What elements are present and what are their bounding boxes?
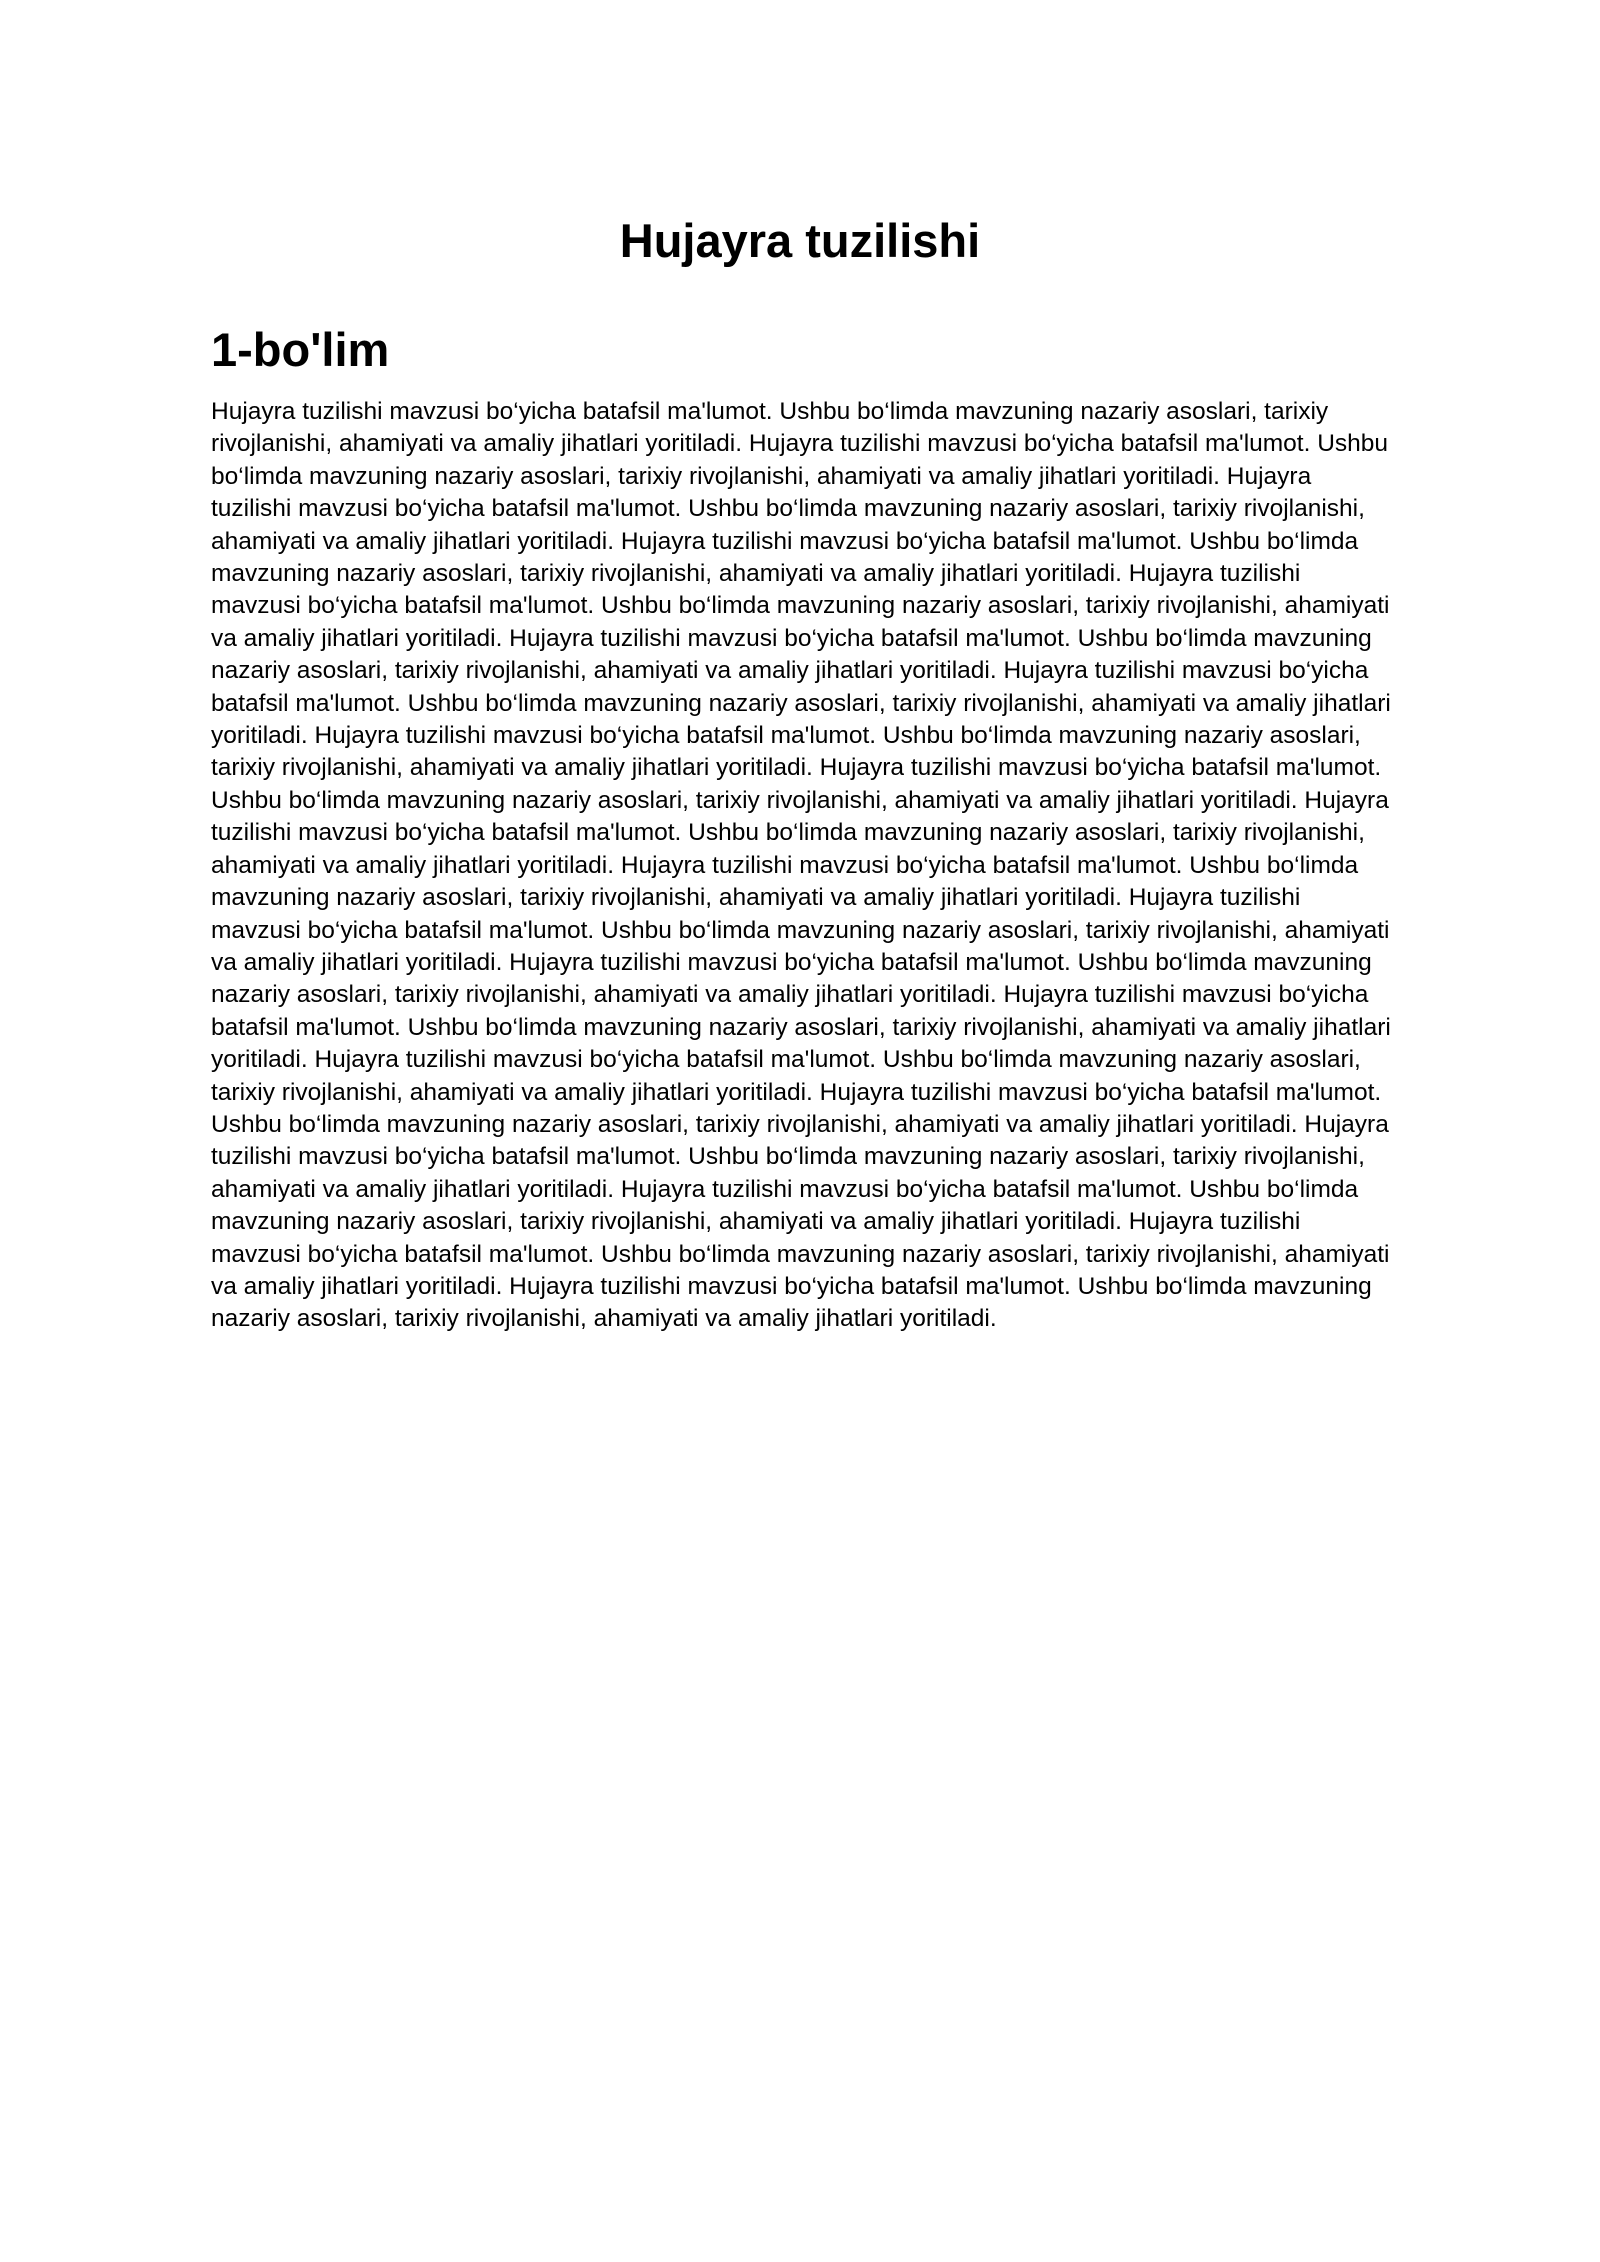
body-paragraph: Hujayra tuzilishi mavzusi bo‘yicha batafsil ma'lumot. Ushbu bo‘limda mavzuning nazariy asoslari, tarixiy rivojlanishi, ahamiyati va amaliy jihatlari yoritiladi. Hujayra tuzilishi mavzusi bo‘yicha batafsil ma'lumot. Ushbu bo‘limda mavzuning nazariy asoslari, tarixiy rivojlanishi, ahamiyati va amaliy jihatlari yoritiladi. Hujayra tuzilishi mavzusi bo‘yicha batafsil ma'lumot. Ushbu bo‘limda mavzuning nazariy asoslari, tarixiy rivojlanishi, ahamiyati va amaliy jihatlari yoritiladi. Hujayra tuzilishi mavzusi bo‘yicha batafsil ma'lumot. Ushbu bo‘limda mavzuning nazariy asoslari, tarixiy rivojlanishi, ahamiyati va amaliy jihatlari yoritiladi. Hujayra tuzilishi mavzusi bo‘yicha batafsil ma'lumot. Ushbu bo‘limda mavzuning nazariy asoslari, tarixiy rivojlanishi, ahamiyati va amaliy jihatlari yoritiladi. Hujayra tuzilishi mavzusi bo‘yicha batafsil ma'lumot. Ushbu bo‘limda mavzuning nazariy asoslari, tarixiy rivojlanishi, ahamiyati va amaliy jihatlari yoritiladi. Hujayra tuzilishi mavzusi bo‘yicha batafsil ma'lumot. Ushbu bo‘limda mavzuning nazariy asoslari, tarixiy rivojlanishi, ahamiyati va amaliy jihatlari yoritiladi. Hujayra tuzilishi mavzusi bo‘yicha batafsil ma'lumot. Ushbu bo‘limda mavzuning nazariy asoslari, tarixiy rivojlanishi, ahamiyati va amaliy jihatlari yoritiladi. Hujayra tuzilishi mavzusi bo‘yicha batafsil ma'lumot. Ushbu bo‘limda mavzuning nazariy asoslari, tarixiy rivojlanishi, ahamiyati va amaliy jihatlari yoritiladi. Hujayra tuzilishi mavzusi bo‘yicha batafsil ma'lumot. Ushbu bo‘limda mavzuning nazariy asoslari, tarixiy rivojlanishi, ahamiyati va amaliy jihatlari yoritiladi. Hujayra tuzilishi mavzusi bo‘yicha batafsil ma'lumot. Ushbu bo‘limda mavzuning nazariy asoslari, tarixiy rivojlanishi, ahamiyati va amaliy jihatlari yoritiladi. Hujayra tuzilishi mavzusi bo‘yicha batafsil ma'lumot. Ushbu bo‘limda mavzuning nazariy asoslari, tarixiy rivojlanishi, ahamiyati va amaliy jihatlari yoritiladi. Hujayra tuzilishi mavzusi bo‘yicha batafsil ma'lumot. Ushbu bo‘limda mavzuning nazariy asoslari, tarixiy rivojlanishi, ahamiyati va amaliy jihatlari yoritiladi. Hujayra tuzilishi mavzusi bo‘yicha batafsil ma'lumot. Ushbu bo‘limda mavzuning nazariy asoslari, tarixiy rivojlanishi, ahamiyati va amaliy jihatlari yoritiladi. Hujayra tuzilishi mavzusi bo‘yicha batafsil ma'lumot. Ushbu bo‘limda mavzuning nazariy asoslari, tarixiy rivojlanishi, ahamiyati va amaliy jihatlari yoritiladi. Hujayra tuzilishi mavzusi bo‘yicha batafsil ma'lumot. Ushbu bo‘limda mavzuning nazariy asoslari, tarixiy rivojlanishi, ahamiyati va amaliy jihatlari yoritiladi. Hujayra tuzilishi mavzusi bo‘yicha batafsil ma'lumot. Ushbu bo‘limda mavzuning nazariy asoslari, tarixiy rivojlanishi, ahamiyati va amaliy jihatlari yoritiladi. Hujayra tuzilishi mavzusi bo‘yicha batafsil ma'lumot. Ushbu bo‘limda mavzuning nazariy asoslari, tarixiy rivojlanishi, ahamiyati va amaliy jihatlari yoritiladi. Hujayra tuzilishi mavzusi bo‘yicha batafsil ma'lumot. Ushbu bo‘limda mavzuning nazariy asoslari, tarixiy rivojlanishi, ahamiyati va amaliy jihatlari yoritiladi. Hujayra tuzilishi mavzusi bo‘yicha batafsil ma'lumot. Ushbu bo‘limda mavzuning nazariy asoslari, tarixiy rivojlanishi, ahamiyati va amaliy jihatlari yoritiladi. [211,398,1391,1333]
document-title: Hujayra tuzilishi [619,214,981,267]
section-heading: 1-bo'lim [211,323,390,376]
